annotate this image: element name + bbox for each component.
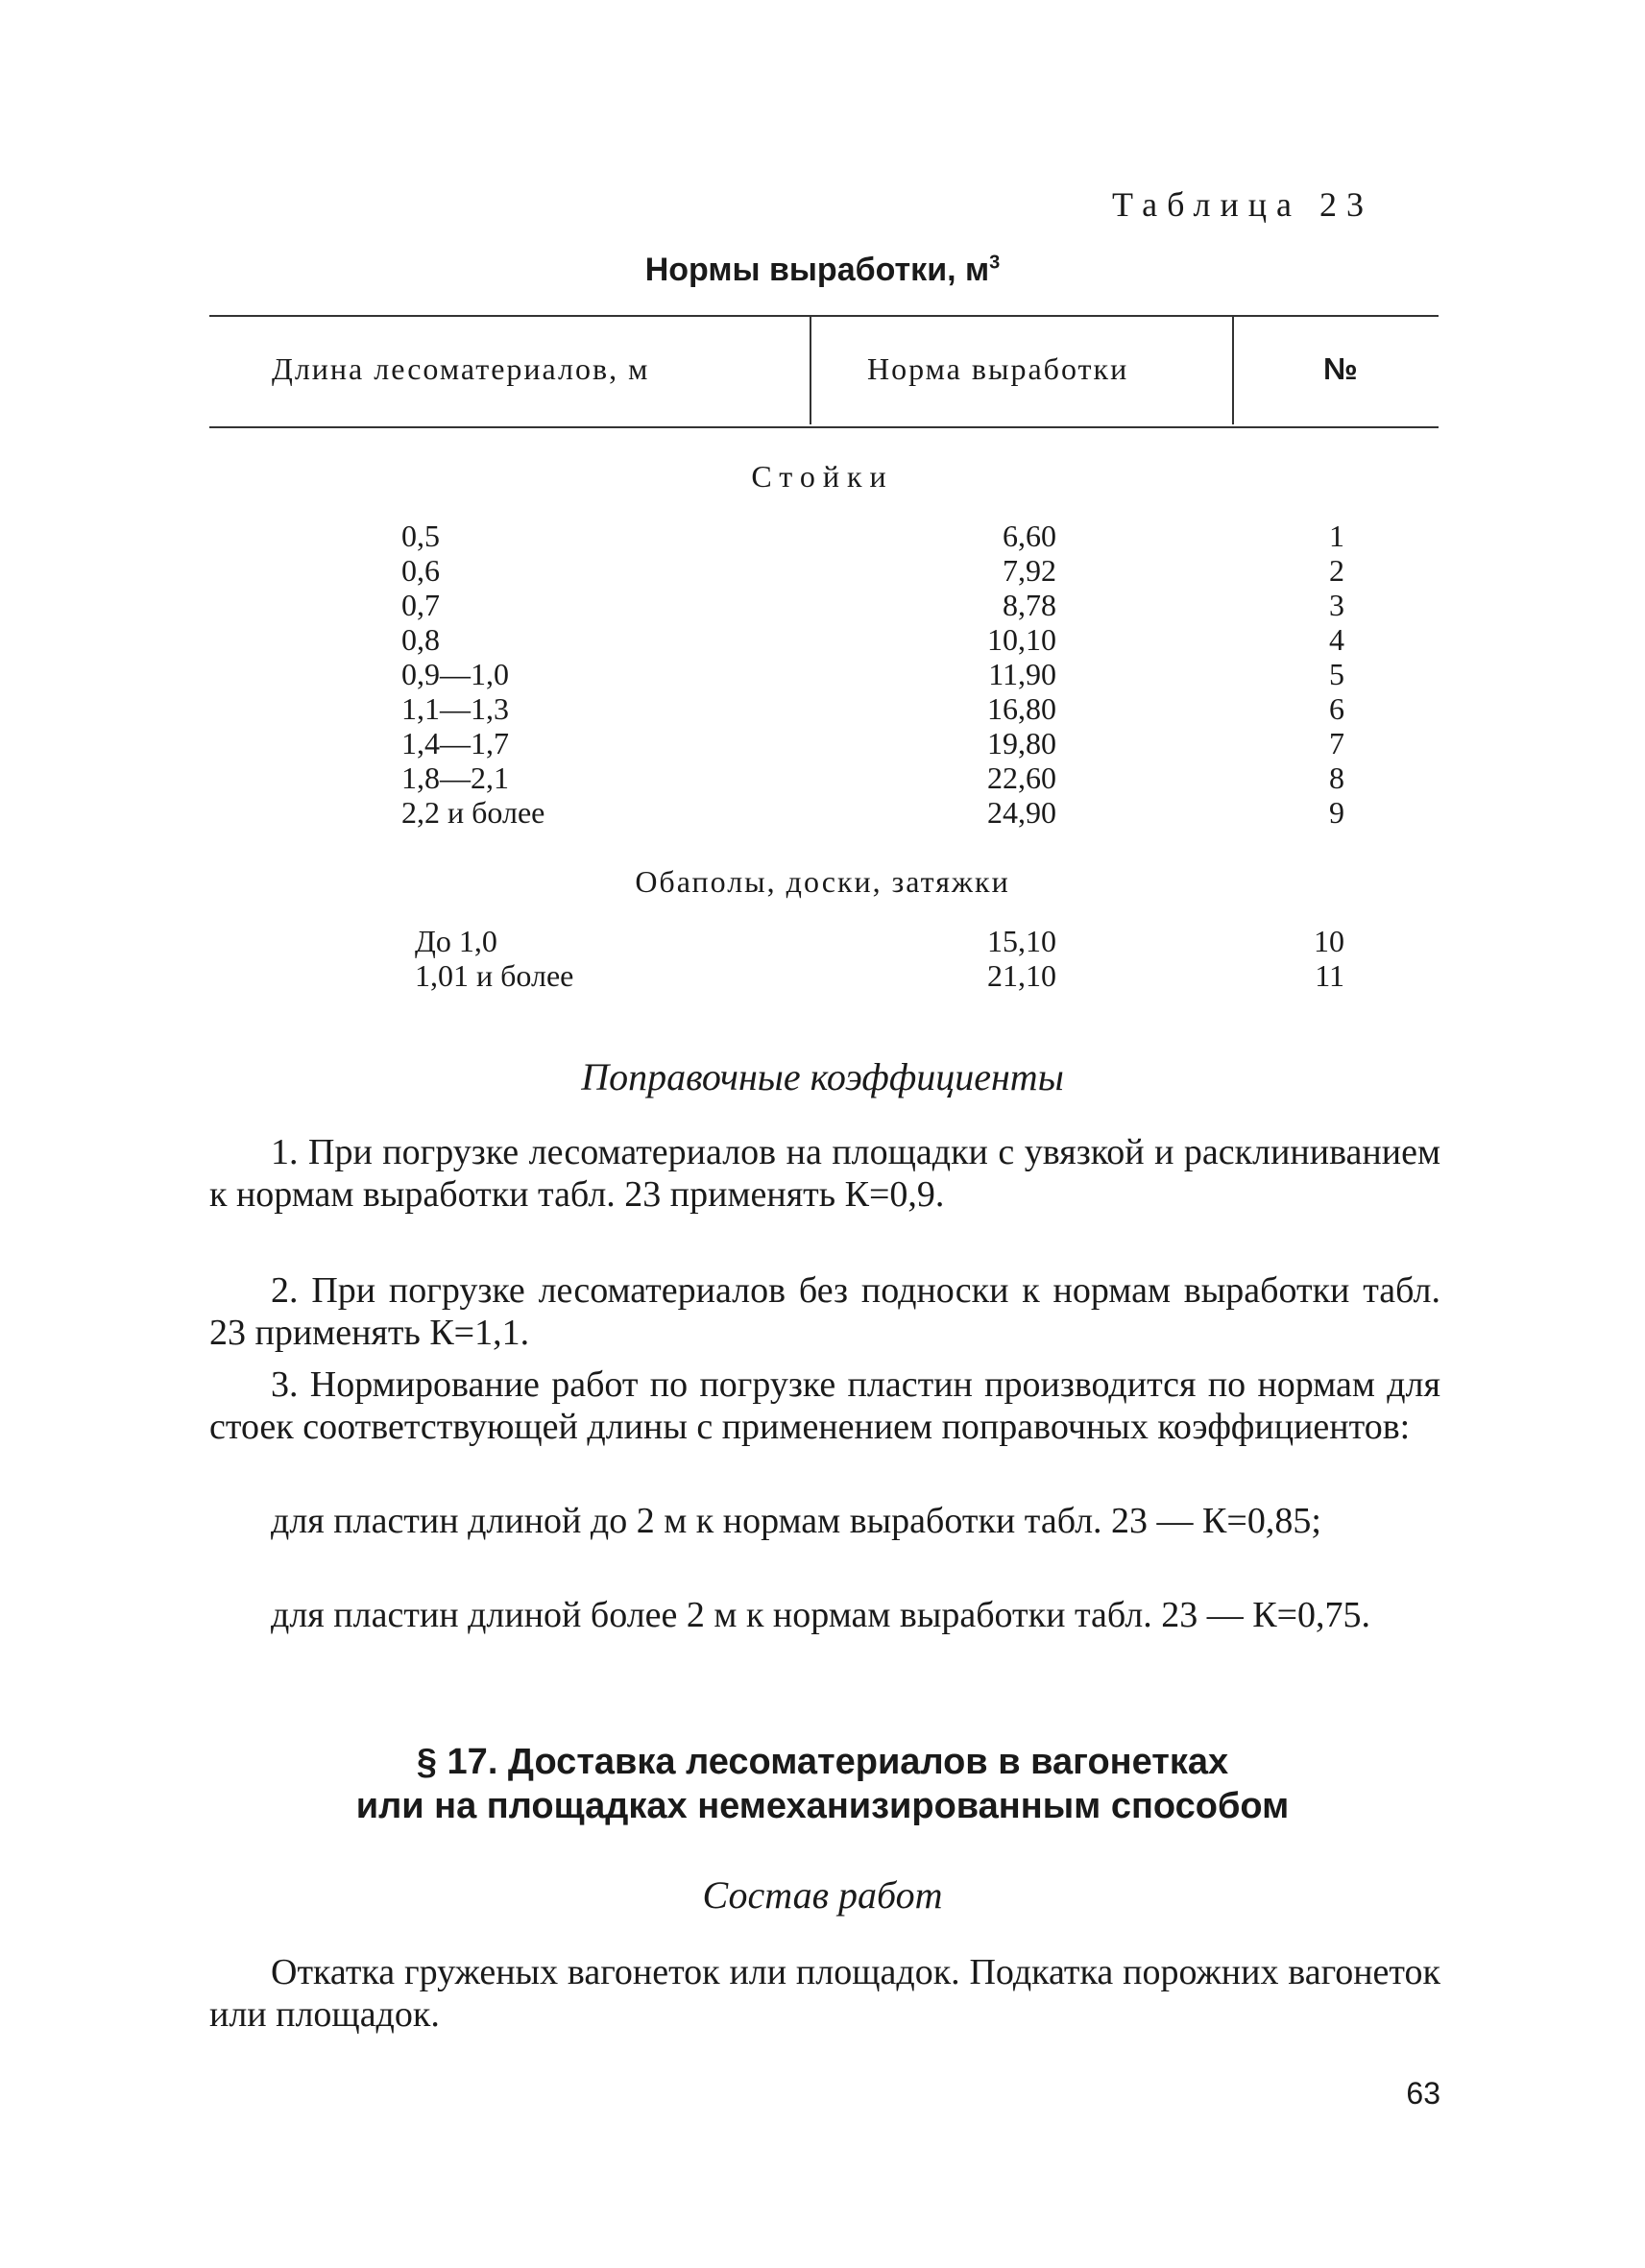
cell-length: 0,6: [401, 553, 440, 588]
cell-length: 0,5: [401, 519, 440, 553]
correction-paragraph-4: для пластин длиной до 2 м к нормам выработки табл. 23 — К=0,85;: [271, 1501, 1321, 1541]
table-row: [0, 519, 1645, 553]
table-row: [0, 588, 1645, 622]
header-number: №: [1323, 351, 1360, 386]
table-title-text: Нормы выработки, м: [644, 252, 990, 288]
cell-norm: 10,10: [987, 622, 1056, 657]
cell-number: 6: [1329, 691, 1344, 726]
cell-length: 1,4—1,7: [401, 726, 509, 760]
cell-norm: 21,10: [987, 958, 1056, 993]
cell-norm: 22,60: [987, 760, 1056, 795]
cell-number: 5: [1329, 657, 1344, 691]
page-number: 63: [1406, 2076, 1440, 2111]
section-label-obapoly: Обаполы, доски, затяжки: [635, 864, 1010, 899]
table-row: [0, 924, 1645, 958]
cell-norm: 15,10: [987, 924, 1056, 958]
table-body-obapoly: [0, 924, 1645, 993]
cell-number: 4: [1329, 622, 1344, 657]
corrections-title: Поправочные коэффициенты: [581, 1055, 1064, 1098]
table-row: [0, 795, 1645, 830]
table-caption: Таблица 23: [1112, 185, 1373, 224]
cell-length: 2,2 и более: [401, 795, 545, 830]
section-heading-line-2: или на площадках немеханизированным способом: [355, 1786, 1290, 1826]
table-row: [0, 760, 1645, 795]
header-norm: Норма выработки: [867, 351, 1129, 386]
correction-paragraph-2: 2. При погрузке лесоматериалов без подноски к нормам выработки табл. 23 применять К=1,1.: [209, 1270, 1440, 1353]
table-row: [0, 726, 1645, 760]
table-row: [0, 958, 1645, 993]
cell-norm: 11,90: [988, 657, 1056, 691]
cell-norm: 6,60: [1003, 519, 1056, 553]
header-length: Длина лесоматериалов, м: [272, 351, 650, 386]
cell-length: 0,7: [401, 588, 440, 622]
cell-number: 11: [1315, 958, 1344, 993]
correction-paragraph-3: 3. Нормирование работ по погрузке пластин производится по нормам для стоек соответствующей длины с применением поправочных коэффициентов:: [209, 1364, 1440, 1447]
table-title-superscript: 3: [989, 252, 1001, 274]
cell-length: 1,8—2,1: [401, 760, 509, 795]
section-label-stoiki: Стойки: [751, 459, 894, 494]
correction-paragraph-5: для пластин длиной более 2 м к нормам выработки табл. 23 — К=0,75.: [271, 1595, 1371, 1635]
cell-norm: 19,80: [987, 726, 1056, 760]
table-body-stoiki: [0, 519, 1645, 830]
section-heading-line-1: § 17. Доставка лесоматериалов в вагонетках: [416, 1742, 1229, 1782]
composition-paragraph: Откатка груженых вагонеток или площадок. Подкатка порожних вагонеток или площадок.: [209, 1952, 1440, 2035]
cell-norm: 7,92: [1003, 553, 1056, 588]
cell-number: 7: [1329, 726, 1344, 760]
cell-number: 3: [1329, 588, 1344, 622]
table-title: [0, 252, 1645, 289]
table-column-divider: [810, 317, 811, 424]
table-row: [0, 553, 1645, 588]
cell-length: До 1,0: [415, 924, 497, 958]
cell-number: 9: [1329, 795, 1344, 830]
table-row: [0, 622, 1645, 657]
cell-number: 2: [1329, 553, 1344, 588]
correction-paragraph-1: 1. При погрузке лесоматериалов на площадки с увязкой и расклиниванием к нормам выработки табл. 23 применять К=0,9.: [209, 1132, 1440, 1215]
cell-length: 1,01 и более: [415, 958, 574, 993]
cell-norm: 8,78: [1003, 588, 1056, 622]
cell-norm: 24,90: [987, 795, 1056, 830]
cell-length: 0,9—1,0: [401, 657, 509, 691]
table-row: [0, 657, 1645, 691]
cell-number: 10: [1314, 924, 1344, 958]
cell-norm: 16,80: [987, 691, 1056, 726]
cell-number: 1: [1329, 519, 1344, 553]
table-header-rule: [209, 426, 1439, 428]
cell-length: 0,8: [401, 622, 440, 657]
cell-number: 8: [1329, 760, 1344, 795]
table-row: [0, 691, 1645, 726]
table-column-divider: [1232, 317, 1234, 424]
composition-title: Состав работ: [702, 1873, 943, 1917]
table-top-rule: [209, 315, 1439, 317]
cell-length: 1,1—1,3: [401, 691, 509, 726]
